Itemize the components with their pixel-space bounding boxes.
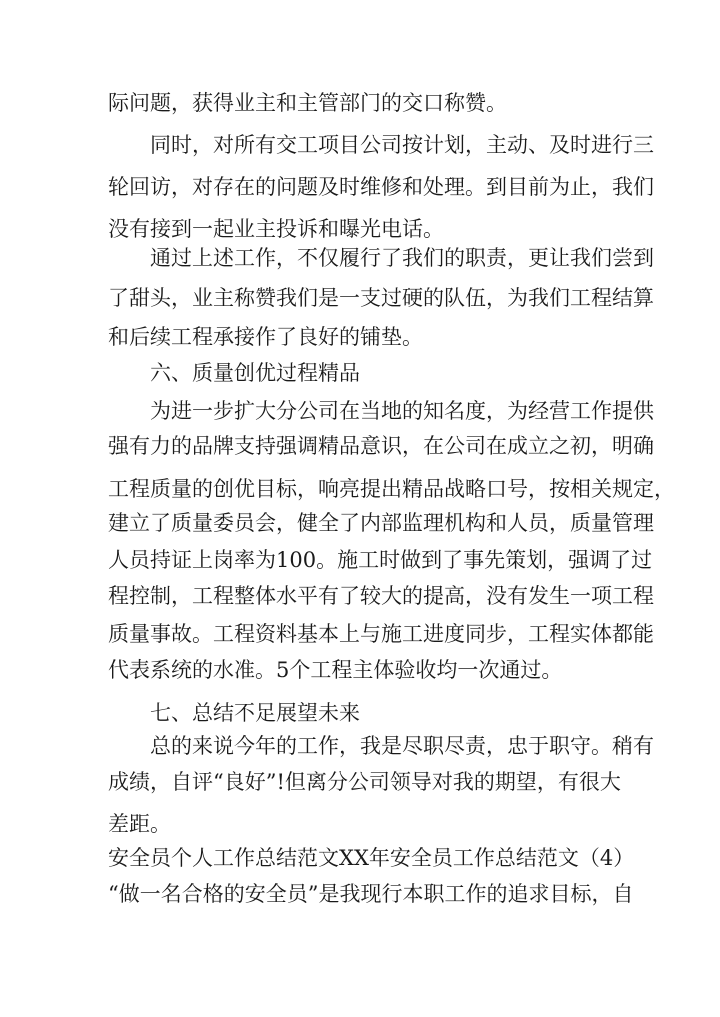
text-line: “做一名合格的安全员”是我现行本职工作的追求目标，自 [108,882,634,906]
text-line: 和后续工程承接作了良好的铺垫。 [108,325,423,349]
section-heading: 六、质量创优过程精品 [150,361,360,385]
text-line: 代表系统的水准。5个工程主体验收均一次通过。 [108,658,563,682]
text-line: 差距。 [108,812,171,836]
text-line: 建立了质量委员会，健全了内部监理机构和人员，质量管理 [108,511,654,535]
text-line: 程控制，工程整体水平有了较大的提高，没有发生一项工程 [108,584,654,608]
text-line: 强有力的品牌支持强调精品意识，在公司在成立之初，明确 [108,434,654,458]
paragraph-start-line: 同时，对所有交工项目公司按计划，主动、及时进行三 [150,133,654,157]
paragraph-start-line: 为进一步扩大分公司在当地的知名度，为经营工作提供 [150,399,654,423]
document-title: 安全员个人工作总结范文XX年安全员工作总结范文（4） [108,846,635,870]
section-heading: 七、总结不足展望未来 [150,701,360,725]
text-line: 轮回访，对存在的问题及时维修和处理。到目前为止，我们 [108,175,654,199]
text-line: 了甜头，业主称赞我们是一支过硬的队伍，为我们工程结算 [108,286,654,310]
paragraph-start-line: 通过上述工作，不仅履行了我们的职责，更让我们尝到 [150,246,654,270]
text-line: 成绩，自评“良好”!但离分公司领导对我的期望，有很大 [108,770,621,794]
text-line: 没有接到一起业主投诉和曝光电话。 [108,217,444,241]
text-line: 工程质量的创优目标，响亮提出精品战略口号，按相关规定， [108,477,675,501]
text-line: 质量事故。工程资料基本上与施工进度同步，工程实体都能 [108,622,654,646]
text-line: 际问题，获得业主和主管部门的交口称赞。 [108,91,507,115]
text-line: 人员持证上岗率为100。施工时做到了事先策划，强调了过 [108,548,653,572]
paragraph-start-line: 总的来说今年的工作，我是尽职尽责，忠于职守。稍有 [150,734,654,758]
